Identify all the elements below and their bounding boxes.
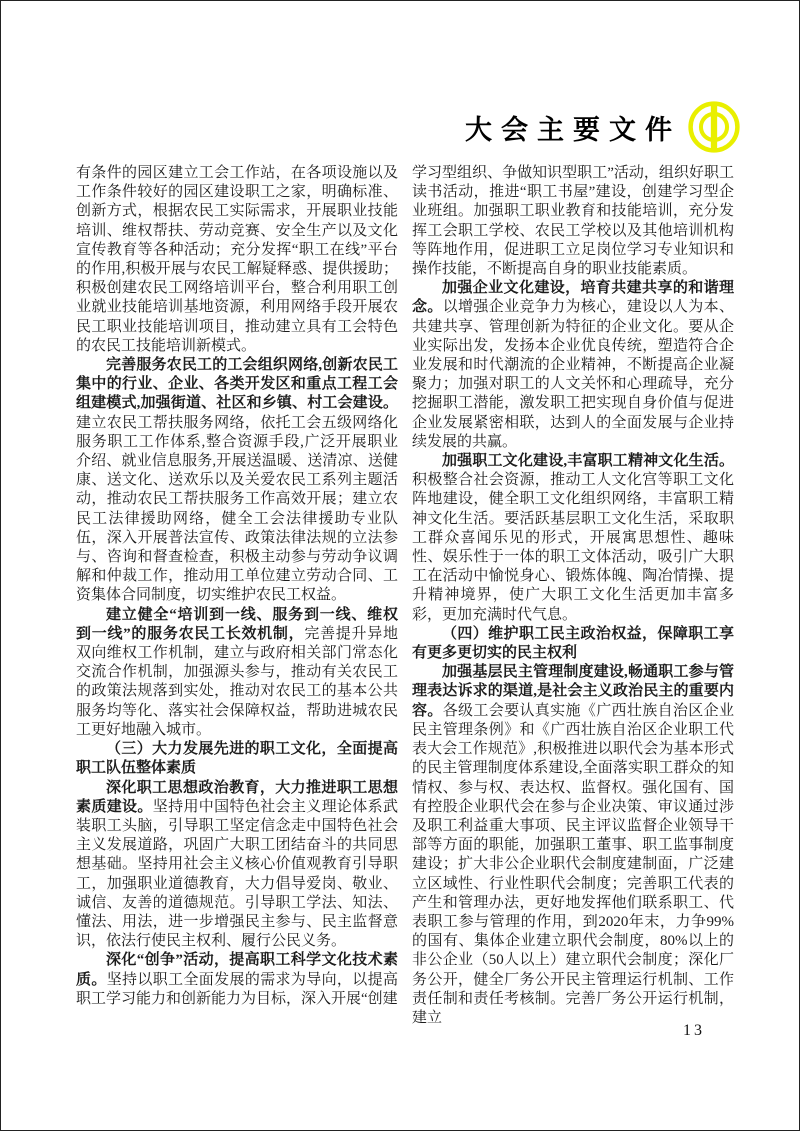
paragraph-lead: 深化“创争”活动，提高职工科学文化技术素质。 — [76, 952, 398, 988]
paragraph-text: 积极整合社会资源，推动工人文化宫等职工文化阵地建设，健全职工文化组织网络，丰富职工精神文化生活。要活跃基层职工文化生活，采取职工群众喜闻乐见的形式，开展寓思想性、趣味性、娱乐性于一体的职工文体活动，吸引广大职工在活动中愉悦身心、锻炼体魄、陶冶情操、提升精神境界，使广大职工文化生活更加丰富多彩，更加充满时代气息。 — [412, 472, 734, 623]
section-heading — [412, 625, 734, 663]
paragraph — [76, 164, 398, 356]
left-column — [76, 164, 398, 1028]
paragraph-text: 以增强企业竞争力为核心，建设以人为本、共建共享、管理创新为特征的企业文化。要从企业实际出发，发扬本企业优良传统，塑造符合企业发展和时代潮流的企业精神，不断提高企业凝聚力；加强对职工的人文关怀和心理疏导，充分挖掘职工潜能，激发职工把实现自身价值与促进企业发展紧密相联，达到人的全面发展与企业持续发展的共赢。 — [412, 299, 734, 450]
paragraph-text: 建立农民工帮扶服务网络，依托工会五级网络化服务职工工作体系,整合资源手段,广泛开展职业介绍、就业信息服务,开展送温暖、送清凉、送健康、送文化、送欢乐以及关爱农民工系列主题活动，推动农民工帮扶服务工作高效开展；建立农民工法律援助网络，健全工会法律援助专业队伍，深入开展普法宣传、政策法律法规的立法参与、咨询和督查检查，积极主动参与劳动争议调解和仲裁工作，推动用工单位建立劳动合同、工资集体合同制度，切实维护农民工权益。 — [76, 414, 398, 604]
paragraph-lead: 完善服务农民工的工会组织网络,创新农民工集中的行业、企业、各类开发区和重点工程工会组建模式,加强街道、社区和乡镇、村工会建设。 — [76, 357, 398, 412]
union-emblem-icon — [687, 100, 741, 154]
section-heading — [76, 740, 398, 778]
paragraph — [76, 951, 398, 1009]
paragraph — [76, 779, 398, 952]
paragraph-lead: 加强企业文化建设，培育共建共享的和谐理念。 — [412, 280, 734, 316]
paragraph-text: 学习型组织、争做知识型职工”活动，组织好职工读书活动，推进“职工书屋”建设，创建学习型企业班组。加强职工职业教育和技能培训，充分发挥工会职工学校、农民工学校以及其他培训机构等阵地作用，促进职工立足岗位学习专业知识和操作技能，不断提高自身的职业技能素质。 — [412, 165, 734, 278]
paragraph — [412, 164, 734, 279]
paragraph — [412, 663, 734, 1028]
paragraph-lead: 建立健全“培训到一线、服务到一线、维权到一线”的服务农民工长效机制， — [76, 606, 398, 642]
paragraph-text: （三）大力发展先进的职工文化，全面提高职工队伍整体素质 — [76, 741, 398, 777]
paragraph-lead: 深化职工思想政治教育，大力推进职工思想素质建设。 — [76, 779, 398, 815]
page-title: 大会主要文件 — [465, 114, 681, 145]
paragraph-lead: 加强职工文化建设,丰富职工精神文化生活。 — [442, 453, 734, 470]
paragraph-text: 有条件的园区建立工会工作站，在各项设施以及工作条件较好的园区建设职工之家，明确标准、创新方式，根据农民工实际需求，开展职业技能培训、维权帮扶、劳动竞赛、安全生产以及文化宣传教育等各种活动；充分发挥“职工在线”平台的作用,积极开展与农民工解疑释惑、提供援助；积极创建农民工网络培训平台，整合利用职工创业就业技能培训基地资源，利用网络手段开展农民工职业技能培训项目，推动建立具有工会特色的农民工技能培训新模式。 — [76, 165, 398, 354]
document-body — [76, 164, 734, 1028]
paragraph-text: 各级工会要认真实施《广西壮族自治区企业民主管理条例》和《广西壮族自治区企业职工代表大会工作规范》,积极推进以职代会为基本形式的民主管理制度体系建设,全面落实职工群众的知情权、参与权、表达权、监督权。强化国有、国有控股企业职代会在参与企业决策、审议通过涉及职工利益重大事项、民主评议监督企业领导干部等方面的职能，加强职工董事、职工监事制度建设；扩大非公企业职代会制度建制面，广泛建立区域性、行业性职代会制度；完善职工代表的产生和管理办法，更好地发挥他们联系职工、代表职工参与管理的作用，到2020年末，力争99%的国有、集体企业建立职代会制度，80%以上的非公企业（50人以上）建立职代会制度；深化厂务公开，健全厂务公开民主管理运行机制、工作责任制和责任考核制。完善厂务公开运行机制，建立 — [412, 702, 734, 1026]
paragraph-text: 坚持以职工全面发展的需求为导向，以提高职工学习能力和创新能力为目标，深入开展“创建 — [76, 971, 398, 1007]
paragraph — [412, 452, 734, 625]
paragraph-text: 坚持用中国特色社会主义理论体系武装职工头脑，引导职工坚定信念走中国特色社会主义发展道路，巩固广大职工团结奋斗的共同思想基础。坚持用社会主义核心价值观教育引导职工，加强职业道德教育，大力倡导爱岗、敬业、诚信、友善的道德规范。引导职工学法、知法、懂法、用法，进一步增强民主参与、民主监督意识，依法行使民主权利、履行公民义务。 — [76, 798, 398, 950]
paragraph-text: 完善提升异地双向维权工作机制，建立与政府相关部门常态化交流合作机制，加强源头参与，推动有关农民工的政策法规落到实处，推动对农民工的基本公共服务均等化、落实社会保障权益，帮助进城农民工更好地融入城市。 — [76, 625, 398, 738]
paragraph-lead: 加强基层民主管理制度建设,畅通职工参与管理表达诉求的渠道,是社会主义政治民主的重要内容。 — [412, 664, 734, 719]
page-number: 13 — [683, 1022, 705, 1039]
paragraph — [76, 606, 398, 740]
paragraph-text: （四）维护职工民主政治权益，保障职工享有更多更切实的民主权利 — [412, 625, 734, 662]
right-column — [412, 164, 734, 1028]
page-header — [1, 97, 741, 157]
paragraph — [412, 279, 734, 452]
paragraph — [76, 356, 398, 606]
